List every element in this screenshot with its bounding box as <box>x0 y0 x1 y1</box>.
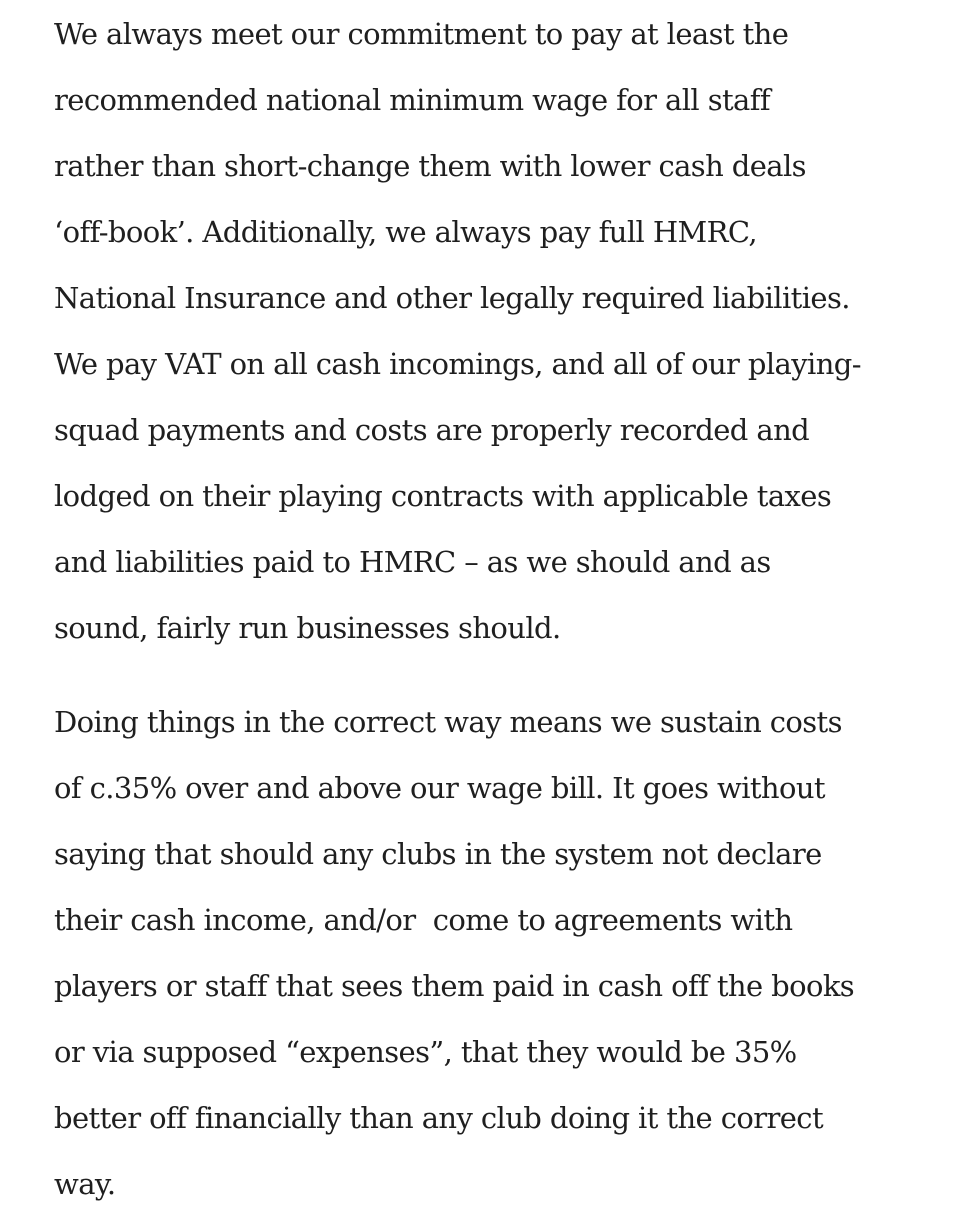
text-line: players or staff that sees them paid in cash off the books <box>54 969 855 1003</box>
text-line: saying that should any clubs in the system not declare <box>54 837 822 871</box>
text-line: Doing things in the correct way means we sustain costs <box>54 705 842 739</box>
paragraph-cost-comparison <box>54 689 854 1217</box>
text-line: better off financially than any club doing it the correct <box>54 1101 823 1135</box>
paragraph-tax-compliance <box>54 1 861 661</box>
text-line: way. <box>54 1167 116 1201</box>
text-line: lodged on their playing contracts with applicable taxes <box>54 479 832 513</box>
text-line: We pay VAT on all cash incomings, and all of our playing- <box>54 347 861 381</box>
text-line: National Insurance and other legally required liabilities. <box>54 281 850 315</box>
text-line: and liabilities paid to HMRC – as we should and as <box>54 545 771 579</box>
text-line: sound, fairly run businesses should. <box>54 611 561 645</box>
text-line: We always meet our commitment to pay at least the <box>54 17 789 51</box>
text-line: or via supposed “expenses”, that they would be 35% <box>54 1035 797 1069</box>
text-line: of c.35% over and above our wage bill. It goes without <box>54 771 825 805</box>
text-line: their cash income, and/or come to agreements with <box>54 903 793 937</box>
text-line: recommended national minimum wage for all staff <box>54 83 770 117</box>
text-line: squad payments and costs are properly recorded and <box>54 413 810 447</box>
text-line: ‘off-book’. Additionally, we always pay full HMRC, <box>54 215 758 249</box>
text-line: rather than short-change them with lower cash deals <box>54 149 806 183</box>
